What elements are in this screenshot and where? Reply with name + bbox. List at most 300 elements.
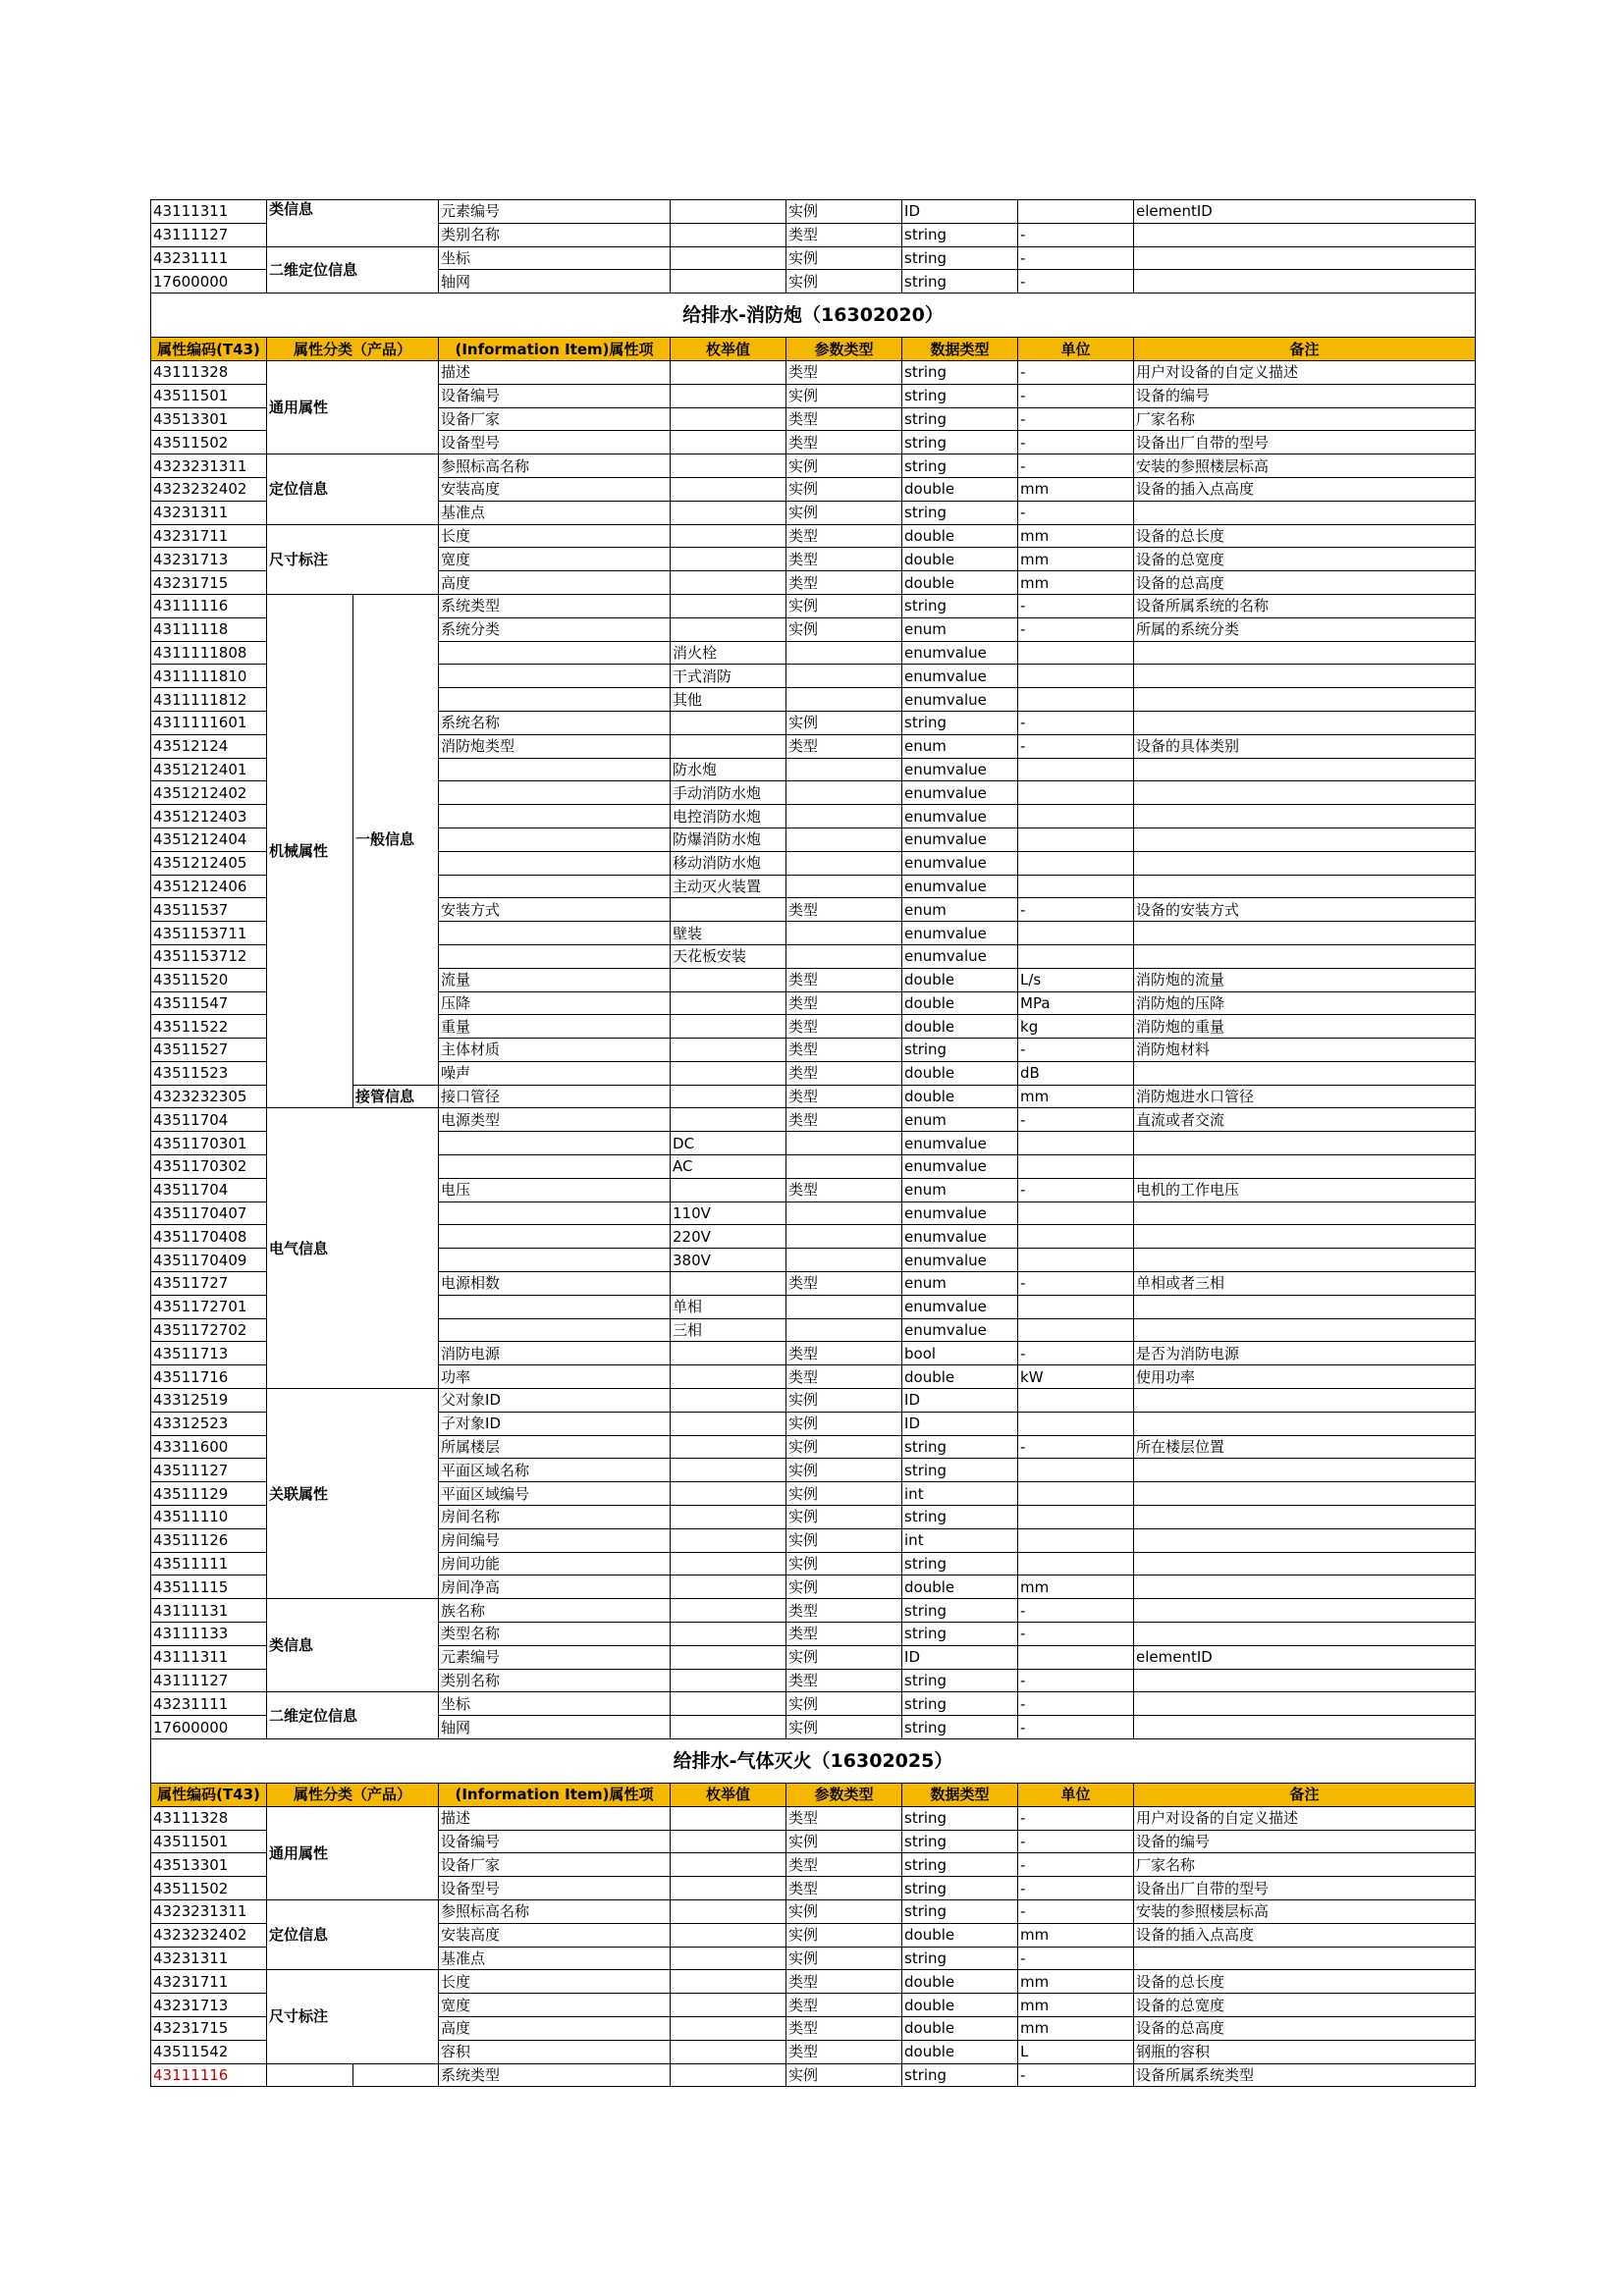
enum-value	[671, 1085, 786, 1108]
data-type: ID	[902, 1412, 1018, 1435]
table-row	[151, 360, 1476, 384]
remark	[1134, 1249, 1476, 1272]
information-item: 系统分类	[439, 617, 671, 641]
attribute-code: 43111127	[151, 1669, 267, 1692]
enum-value	[671, 1412, 786, 1435]
attribute-code: 43511527	[151, 1039, 267, 1062]
unit: mm	[1018, 1575, 1134, 1599]
attribute-code: 43511520	[151, 968, 267, 991]
parameter-type: 实例	[786, 1645, 902, 1669]
information-item	[439, 805, 671, 828]
information-item	[439, 1132, 671, 1155]
data-type: enum	[902, 1272, 1018, 1296]
information-item: 安装高度	[439, 477, 671, 501]
data-type: string	[902, 1623, 1018, 1646]
section-title: 给排水-消防炮（16302020）	[151, 294, 1476, 338]
attribute-code: 43231713	[151, 1994, 267, 2017]
parameter-type: 实例	[786, 1389, 902, 1413]
data-type: string	[902, 1947, 1018, 1970]
attribute-code: 43111131	[151, 1599, 267, 1623]
remark: 用户对设备的自定义描述	[1134, 360, 1476, 384]
parameter-type	[786, 1155, 902, 1179]
remark	[1134, 1155, 1476, 1179]
attribute-code: 43511542	[151, 2040, 267, 2063]
table-row	[151, 1599, 1476, 1623]
category-group: 类信息	[267, 200, 439, 247]
remark: 使用功率	[1134, 1365, 1476, 1389]
attribute-code: 4351172701	[151, 1295, 267, 1318]
data-type: enumvalue	[902, 828, 1018, 851]
attribute-code: 4351212401	[151, 758, 267, 781]
data-type: string	[902, 1039, 1018, 1062]
remark: 消防炮的重量	[1134, 1015, 1476, 1039]
information-item: 房间功能	[439, 1552, 671, 1575]
parameter-type: 实例	[786, 246, 902, 270]
data-type: double	[902, 1061, 1018, 1085]
enum-value: 防爆消防水炮	[671, 828, 786, 851]
information-item	[439, 875, 671, 898]
enum-value	[671, 1435, 786, 1459]
data-type: enumvalue	[902, 922, 1018, 945]
parameter-type	[786, 1249, 902, 1272]
unit	[1018, 1318, 1134, 1342]
subcategory-group: 一般信息	[353, 594, 439, 1085]
data-type: string	[902, 1669, 1018, 1692]
information-item: 轴网	[439, 1716, 671, 1739]
enum-value	[671, 200, 786, 224]
information-item	[439, 1225, 671, 1249]
remark	[1134, 1947, 1476, 1970]
attribute-code: 4351212404	[151, 828, 267, 851]
remark	[1134, 1528, 1476, 1552]
enum-value: DC	[671, 1132, 786, 1155]
column-header: 单位	[1018, 338, 1134, 361]
attribute-code: 43511501	[151, 1830, 267, 1853]
unit: -	[1018, 1692, 1134, 1716]
information-item	[439, 665, 671, 688]
information-item	[439, 922, 671, 945]
data-type: double	[902, 2040, 1018, 2063]
unit: -	[1018, 1947, 1134, 1970]
data-type: string	[902, 594, 1018, 617]
remark: 设备的具体类别	[1134, 734, 1476, 758]
unit: -	[1018, 1342, 1134, 1365]
category-group: 通用属性	[267, 1806, 439, 1899]
data-type: string	[902, 1552, 1018, 1575]
enum-value: 三相	[671, 1318, 786, 1342]
parameter-type: 实例	[786, 617, 902, 641]
parameter-type: 实例	[786, 1412, 902, 1435]
remark: 用户对设备的自定义描述	[1134, 1806, 1476, 1830]
remark	[1134, 1599, 1476, 1623]
data-type: ID	[902, 200, 1018, 224]
enum-value	[671, 2040, 786, 2063]
parameter-type: 实例	[786, 1459, 902, 1482]
parameter-type: 类型	[786, 360, 902, 384]
data-type: string	[902, 1459, 1018, 1482]
column-header: 单位	[1018, 1784, 1134, 1807]
remark	[1134, 1295, 1476, 1318]
attribute-code: 43511522	[151, 1015, 267, 1039]
enum-value: 壁装	[671, 922, 786, 945]
parameter-type: 类型	[786, 1272, 902, 1296]
data-type: string	[902, 1806, 1018, 1830]
remark: 所属的系统分类	[1134, 617, 1476, 641]
data-type: string	[902, 1830, 1018, 1853]
category-group: 定位信息	[267, 1899, 439, 1969]
remark: 消防炮的流量	[1134, 968, 1476, 991]
data-type: enumvalue	[902, 944, 1018, 968]
enum-value	[671, 1830, 786, 1853]
parameter-type: 实例	[786, 1830, 902, 1853]
parameter-type: 类型	[786, 991, 902, 1015]
remark: 设备的总长度	[1134, 1970, 1476, 1994]
data-type: string	[902, 270, 1018, 294]
remark	[1134, 922, 1476, 945]
enum-value	[671, 594, 786, 617]
unit: -	[1018, 454, 1134, 478]
enum-value	[671, 1272, 786, 1296]
remark: 消防炮材料	[1134, 1039, 1476, 1062]
information-item: 宽度	[439, 1994, 671, 2017]
remark	[1134, 1061, 1476, 1085]
parameter-type: 类型	[786, 431, 902, 454]
enum-value	[671, 571, 786, 595]
unit: mm	[1018, 548, 1134, 571]
attribute-code: 17600000	[151, 270, 267, 294]
enum-value	[671, 431, 786, 454]
data-type: string	[902, 1435, 1018, 1459]
enum-value	[671, 711, 786, 734]
parameter-type: 类型	[786, 1108, 902, 1132]
parameter-type: 实例	[786, 1552, 902, 1575]
unit: -	[1018, 898, 1134, 922]
remark: 是否为消防电源	[1134, 1342, 1476, 1365]
table-row	[151, 594, 1476, 617]
parameter-type: 类型	[786, 1877, 902, 1900]
attribute-code: 43111311	[151, 1645, 267, 1669]
parameter-type	[786, 922, 902, 945]
remark: 厂家名称	[1134, 1853, 1476, 1877]
enum-value: 110V	[671, 1201, 786, 1225]
information-item: 设备编号	[439, 384, 671, 407]
parameter-type: 实例	[786, 2063, 902, 2087]
data-type: string	[902, 1853, 1018, 1877]
data-type: double	[902, 1994, 1018, 2017]
data-type: string	[902, 1506, 1018, 1529]
enum-value	[671, 1645, 786, 1669]
parameter-type: 实例	[786, 200, 902, 224]
unit	[1018, 1295, 1134, 1318]
parameter-type: 类型	[786, 1994, 902, 2017]
category-group: 二维定位信息	[267, 1692, 439, 1739]
parameter-type: 类型	[786, 571, 902, 595]
attribute-code: 4311111808	[151, 641, 267, 665]
unit: -	[1018, 1599, 1134, 1623]
attribute-code: 4323232305	[151, 1085, 267, 1108]
unit: -	[1018, 617, 1134, 641]
unit: -	[1018, 501, 1134, 524]
information-item	[439, 851, 671, 875]
remark: 设备的总高度	[1134, 571, 1476, 595]
remark	[1134, 1459, 1476, 1482]
remark	[1134, 828, 1476, 851]
parameter-type: 实例	[786, 1506, 902, 1529]
information-item: 系统名称	[439, 711, 671, 734]
unit: -	[1018, 223, 1134, 246]
enum-value: 主动灭火装置	[671, 875, 786, 898]
enum-value: 手动消防水炮	[671, 781, 786, 805]
attribute-code: 43231111	[151, 246, 267, 270]
remark	[1134, 501, 1476, 524]
information-item: 宽度	[439, 548, 671, 571]
table-row	[151, 524, 1476, 548]
attribute-code: 4351170301	[151, 1132, 267, 1155]
data-type: enumvalue	[902, 805, 1018, 828]
subcategory-group: 接管信息	[353, 1085, 439, 1108]
remark	[1134, 1482, 1476, 1506]
attribute-code: 43511713	[151, 1342, 267, 1365]
information-item: 所属楼层	[439, 1435, 671, 1459]
data-type: double	[902, 1575, 1018, 1599]
unit	[1018, 1412, 1134, 1435]
unit: mm	[1018, 1970, 1134, 1994]
information-item: 压降	[439, 991, 671, 1015]
attribute-code: 43511727	[151, 1272, 267, 1296]
unit: -	[1018, 246, 1134, 270]
information-item: 安装方式	[439, 898, 671, 922]
parameter-type: 类型	[786, 1342, 902, 1365]
parameter-type: 类型	[786, 1806, 902, 1830]
information-item	[439, 758, 671, 781]
table-row	[151, 1899, 1476, 1923]
information-item: 描述	[439, 360, 671, 384]
attribute-code: 43513301	[151, 1853, 267, 1877]
unit	[1018, 1249, 1134, 1272]
enum-value: 380V	[671, 1249, 786, 1272]
enum-value	[671, 1482, 786, 1506]
remark	[1134, 1716, 1476, 1739]
attribute-code: 43231711	[151, 524, 267, 548]
remark: 设备的安装方式	[1134, 898, 1476, 922]
data-type: int	[902, 1528, 1018, 1552]
unit	[1018, 1552, 1134, 1575]
attribute-code: 4351153711	[151, 922, 267, 945]
parameter-type: 实例	[786, 1716, 902, 1739]
enum-value	[671, 1389, 786, 1413]
enum-value: 其他	[671, 688, 786, 712]
parameter-type	[786, 875, 902, 898]
attribute-code: 43511523	[151, 1061, 267, 1085]
unit: -	[1018, 711, 1134, 734]
remark: 所在楼层位置	[1134, 1435, 1476, 1459]
data-type: string	[902, 1716, 1018, 1739]
data-type: enumvalue	[902, 688, 1018, 712]
unit: MPa	[1018, 991, 1134, 1015]
column-header: 数据类型	[902, 1784, 1018, 1807]
table-row	[151, 2063, 1476, 2087]
enum-value: 220V	[671, 1225, 786, 1249]
data-type: int	[902, 1482, 1018, 1506]
information-item: 重量	[439, 1015, 671, 1039]
attribute-code: 43111127	[151, 223, 267, 246]
parameter-type: 类型	[786, 1085, 902, 1108]
remark	[1134, 1575, 1476, 1599]
parameter-type: 实例	[786, 1482, 902, 1506]
enum-value	[671, 968, 786, 991]
information-item: 噪声	[439, 1061, 671, 1085]
column-header: 备注	[1134, 1784, 1476, 1807]
attribute-code: 4351170408	[151, 1225, 267, 1249]
header-row	[151, 1784, 1476, 1807]
unit	[1018, 758, 1134, 781]
attribute-code: 4323231311	[151, 454, 267, 478]
attribute-code: 43311600	[151, 1435, 267, 1459]
attribute-code: 4351212403	[151, 805, 267, 828]
parameter-type	[786, 1132, 902, 1155]
section-title: 给排水-气体灭火（16302025）	[151, 1739, 1476, 1784]
enum-value	[671, 270, 786, 294]
attribute-code: 43111133	[151, 1623, 267, 1646]
parameter-type: 实例	[786, 594, 902, 617]
parameter-type	[786, 851, 902, 875]
remark: 电机的工作电压	[1134, 1178, 1476, 1201]
enum-value	[671, 898, 786, 922]
parameter-type: 类型	[786, 734, 902, 758]
remark	[1134, 246, 1476, 270]
remark	[1134, 781, 1476, 805]
parameter-type: 实例	[786, 454, 902, 478]
remark: 设备的编号	[1134, 1830, 1476, 1853]
information-item: 电压	[439, 1178, 671, 1201]
parameter-type: 类型	[786, 1599, 902, 1623]
remark: 安装的参照楼层标高	[1134, 454, 1476, 478]
data-type: string	[902, 407, 1018, 431]
parameter-type	[786, 1201, 902, 1225]
unit: -	[1018, 1623, 1134, 1646]
data-type: enumvalue	[902, 875, 1018, 898]
attribute-code: 43111116	[151, 2063, 267, 2087]
information-item: 房间编号	[439, 1528, 671, 1552]
data-type: double	[902, 968, 1018, 991]
spreadsheet	[150, 199, 1475, 2087]
information-item: 接口管径	[439, 1085, 671, 1108]
parameter-type: 实例	[786, 1947, 902, 1970]
attribute-code: 43511115	[151, 1575, 267, 1599]
unit: -	[1018, 1272, 1134, 1296]
category-group: 类信息	[267, 1599, 439, 1692]
attribute-code: 4323231311	[151, 1899, 267, 1923]
data-type: enumvalue	[902, 758, 1018, 781]
attribute-code: 43111311	[151, 200, 267, 224]
unit	[1018, 851, 1134, 875]
attribute-code: 43511502	[151, 1877, 267, 1900]
remark	[1134, 805, 1476, 828]
attribute-code: 43511547	[151, 991, 267, 1015]
data-type: enumvalue	[902, 641, 1018, 665]
enum-value	[671, 407, 786, 431]
data-type: enumvalue	[902, 1318, 1018, 1342]
parameter-type: 实例	[786, 1692, 902, 1716]
unit: -	[1018, 1716, 1134, 1739]
unit: L	[1018, 2040, 1134, 2063]
section-title-row	[151, 1739, 1476, 1784]
information-item: 消防炮类型	[439, 734, 671, 758]
data-type: enumvalue	[902, 1295, 1018, 1318]
column-header: 参数类型	[786, 1784, 902, 1807]
unit	[1018, 875, 1134, 898]
remark: 设备的总长度	[1134, 524, 1476, 548]
unit	[1018, 805, 1134, 828]
attribute-code: 4323232402	[151, 1923, 267, 1947]
unit	[1018, 828, 1134, 851]
information-item: 长度	[439, 524, 671, 548]
information-item	[439, 1249, 671, 1272]
data-type: enum	[902, 734, 1018, 758]
parameter-type: 类型	[786, 898, 902, 922]
information-item: 基准点	[439, 501, 671, 524]
parameter-type: 实例	[786, 501, 902, 524]
parameter-type: 类型	[786, 2016, 902, 2040]
enum-value: AC	[671, 1155, 786, 1179]
remark	[1134, 944, 1476, 968]
attribute-table	[150, 199, 1476, 2087]
data-type: bool	[902, 1342, 1018, 1365]
enum-value	[671, 548, 786, 571]
unit	[1018, 1645, 1134, 1669]
enum-value	[671, 1692, 786, 1716]
data-type: string	[902, 431, 1018, 454]
column-header: (Information Item)属性项	[439, 1784, 671, 1807]
enum-value	[671, 1947, 786, 1970]
attribute-code: 43511537	[151, 898, 267, 922]
enum-value	[671, 384, 786, 407]
information-item: 系统类型	[439, 594, 671, 617]
data-type: double	[902, 1365, 1018, 1389]
attribute-code: 43512124	[151, 734, 267, 758]
remark: 钢瓶的容积	[1134, 2040, 1476, 2063]
information-item	[439, 781, 671, 805]
unit: -	[1018, 384, 1134, 407]
parameter-type: 实例	[786, 384, 902, 407]
remark	[1134, 1318, 1476, 1342]
enum-value	[671, 1716, 786, 1739]
data-type: double	[902, 1923, 1018, 1947]
enum-value: 天花板安装	[671, 944, 786, 968]
parameter-type	[786, 828, 902, 851]
enum-value	[671, 1899, 786, 1923]
attribute-code: 43511716	[151, 1365, 267, 1389]
data-type: enum	[902, 1178, 1018, 1201]
unit	[1018, 944, 1134, 968]
unit: -	[1018, 1669, 1134, 1692]
attribute-code: 43111328	[151, 360, 267, 384]
remark	[1134, 1412, 1476, 1435]
data-type: enumvalue	[902, 851, 1018, 875]
parameter-type: 实例	[786, 1528, 902, 1552]
unit: -	[1018, 1853, 1134, 1877]
unit: -	[1018, 431, 1134, 454]
data-type: string	[902, 223, 1018, 246]
remark	[1134, 1552, 1476, 1575]
category-group: 电气信息	[267, 1108, 439, 1389]
enum-value	[671, 524, 786, 548]
information-item: 设备编号	[439, 1830, 671, 1853]
data-type: enum	[902, 1108, 1018, 1132]
parameter-type: 类型	[786, 1853, 902, 1877]
parameter-type	[786, 1295, 902, 1318]
information-item	[439, 828, 671, 851]
